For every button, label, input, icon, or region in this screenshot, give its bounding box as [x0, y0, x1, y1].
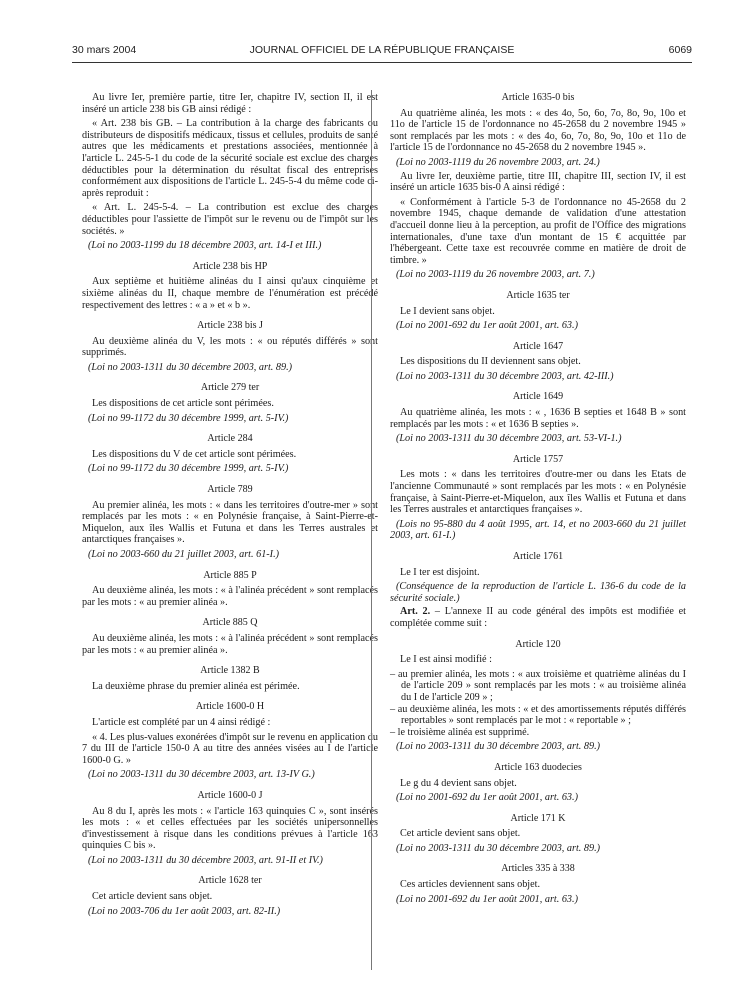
source-citation: (Conséquence de la reproduction de l'article L. 136-6 du code de la sécurité sociale.) [390, 581, 686, 604]
article-heading: Article 1600-0 H [195, 701, 265, 713]
article-heading: Article 171 K [510, 812, 566, 824]
paragraph: Ces articles deviennent sans objet. [400, 879, 541, 891]
paragraph: Au deuxième alinéa, les mots : « à l'alinéa précédent » sont remplacés par les mots : « au premier alinéa ». [82, 632, 378, 656]
source-citation: (Loi no 2003-1311 du 30 décembre 2003, art. 53-VI-1.) [396, 433, 622, 445]
source-citation: (Loi no 2003-1311 du 30 décembre 2003, art. 91-II et IV.) [88, 854, 323, 866]
paragraph: Au 8 du I, après les mots : « l'article 163 quinquies C », sont insérés les mots : « et celles effectuées par les sociétés unipersonnelles d'investissement à risque dans les conditions prévues à l'article 163 quinquies C bis ». [82, 805, 378, 852]
source-citation: (Loi no 2001-692 du 1er août 2001, art. 63.) [396, 893, 578, 905]
paragraph: Cet article devient sans objet. [400, 828, 521, 840]
paragraph: La deuxième phrase du premier alinéa est périmée. [92, 680, 300, 692]
source-citation: (Loi no 2003-1311 du 30 décembre 2003, art. 89.) [396, 842, 601, 854]
art-2-paragraph [390, 606, 686, 629]
paragraph: Les dispositions de cet article sont périmées. [92, 398, 274, 410]
source-citation: (Loi no 2003-1311 du 30 décembre 2003, art. 89.) [396, 741, 601, 753]
article-heading: Article 1600-0 J [197, 789, 263, 801]
paragraph: « Art. L. 245-5-4. – La contribution est exclue des charges déductibles pour l'assiette de l'impôt sur le revenu ou de l'impôt sur les sociétés. » [82, 202, 378, 237]
list-item: – le troisième alinéa est supprimé. [390, 727, 686, 739]
source-citation: (Loi no 99-1172 du 30 décembre 1999, art. 5-IV.) [88, 463, 289, 475]
source-citation: (Loi no 2003-1199 du 18 décembre 2003, art. 14-I et III.) [88, 240, 322, 252]
paragraph: Au quatrième alinéa, les mots : « des 4o, 5o, 6o, 7o, 8o, 9o, 10o et 11o de l'article 15 de l'ordonnance no 45-2658 du 2 novembre 1945 » sont remplacés par les mots : « des 4o, 6o, 7o, 8o, 9o, 10o et 11o de l'article 15 de l'ordonnance no 45-2658 du 2 novembre 1945 ». [390, 107, 686, 154]
paragraph: Les dispositions du II deviennent sans objet. [400, 356, 581, 368]
source-citation: (Loi no 2003-660 du 21 juillet 2003, art. 61-I.) [88, 549, 280, 560]
paragraph: Au quatrième alinéa, les mots : « , 1636 B septies et 1648 B » sont remplacés par les mots : « et 1636 B septies ». [390, 407, 686, 430]
right-column [390, 92, 686, 907]
article-heading: Article 238 bis HP [192, 260, 268, 272]
article-heading: Article 1628 ter [198, 875, 262, 887]
article-heading: Article 1635-0 bis [501, 92, 575, 103]
paragraph: Au deuxième alinéa du V, les mots : « ou réputés différés » sont supprimés. [82, 335, 378, 359]
source-citation: (Loi no 99-1172 du 30 décembre 1999, art. 5-IV.) [88, 412, 289, 424]
paragraph: Aux septième et huitième alinéas du I ainsi qu'aux cinquième et sixième alinéas du II, chaque membre de l'énumération est précédé respectivement des lettres : « a » et « b ». [82, 276, 378, 311]
journal-title: JOURNAL OFFICIEL DE LA RÉPUBLIQUE FRANÇAISE [249, 44, 515, 56]
header-rule [72, 62, 692, 63]
article-heading: Article 279 ter [200, 382, 260, 394]
source-citation: (Lois no 95-880 du 4 août 1995, art. 14, et no 2003-660 du 21 juillet 2003, art. 61-I.) [390, 518, 686, 542]
article-heading: Article 1757 [512, 453, 564, 465]
left-column [82, 92, 378, 919]
art-2-label: Art. 2. [400, 606, 431, 618]
article-heading: Article 1647 [512, 340, 564, 352]
paragraph: Au deuxième alinéa, les mots : « à l'alinéa précédent » sont remplacés par les mots : « au premier alinéa ». [82, 585, 378, 608]
article-heading: Article 163 duodecies [494, 761, 582, 773]
page-number: 6069 [668, 44, 692, 56]
article-heading: Article 238 bis J [197, 320, 263, 332]
amendment-list [390, 669, 686, 739]
paragraph: Au livre Ier, première partie, titre Ier, chapitre IV, section II, il est inséré un article 238 bis GB ainsi rédigé : [82, 92, 378, 115]
source-citation: (Loi no 2001-692 du 1er août 2001, art. 63.) [396, 320, 578, 332]
article-heading: Article 1635 ter [506, 289, 570, 301]
paragraph: « 4. Les plus-values exonérées d'impôt sur le revenu en application du 7 du III de l'article 150-0 A au titre des années visées au I de l'article 1600-0 G. » [82, 731, 378, 766]
article-heading: Articles 335 à 338 [501, 863, 575, 875]
paragraph: Le I devient sans objet. [400, 305, 495, 317]
page-header [72, 40, 692, 62]
paragraph: « Conformément à l'article 5-3 de l'ordonnance no 45-2658 du 2 novembre 1945, chaque demande de validation d'une attestation d'accueil donne lieu à la perception, au profit de l'Office des migrations internationales, d'une taxe d'un montant de 15 € acquittée par l'hébergeant. Cette taxe est recouvrée comme en matière de droit de timbre. » [390, 196, 686, 266]
source-citation: (Loi no 2003-1119 du 26 novembre 2003, art. 7.) [396, 269, 595, 281]
source-citation: (Loi no 2003-1311 du 30 décembre 2003, art. 42-III.) [396, 370, 614, 382]
paragraph: Les dispositions du V de cet article sont périmées. [92, 448, 297, 460]
art-2-text: – L'annexe II au code général des impôts est modifiée et complétée comme suit : [390, 606, 686, 629]
paragraph: Au premier alinéa, les mots : « dans les territoires d'outre-mer » sont remplacés par les mots : « en Polynésie française, à Saint-Pierre-et-Miquelon, aux îles Wallis et Futuna et dans les Terres australes et antarctiques françaises ». [82, 499, 378, 546]
source-citation: (Loi no 2003-1119 du 26 novembre 2003, art. 24.) [396, 156, 600, 168]
paragraph: Les mots : « dans les territoires d'outre-mer ou dans les Etats de l'ancienne Communauté » sont remplacés par les mots : « en Polynésie française, à Saint-Pierre-et-Miquelon, aux îles Wallis et Futuna et dans les Terres australes et antarctiques françaises ». [390, 469, 686, 516]
source-citation: (Loi no 2003-1311 du 30 décembre 2003, art. 13-IV G.) [88, 769, 315, 781]
list-item: – au premier alinéa, les mots : « aux troisième et quatrième alinéas du I de l'article 209 » sont remplacés par les mots : « au troisième alinéa du I de l'article 209 » ; [390, 669, 686, 704]
paragraph: Le I ter est disjoint. [400, 566, 480, 578]
source-citation: (Loi no 2003-706 du 1er août 2003, art. 82-II.) [88, 905, 281, 917]
column-divider [371, 90, 372, 970]
paragraph: Le g du 4 devient sans objet. [400, 777, 517, 789]
article-heading: Article 789 [207, 484, 253, 496]
article-heading: Article 1382 B [200, 665, 260, 677]
article-heading: Article 120 [515, 638, 561, 650]
paragraph: Cet article devient sans objet. [92, 891, 213, 903]
paragraph: « Art. 238 bis GB. – La contribution à la charge des fabricants ou distributeurs de dispositifs médicaux, tissus et cellules, produits de santé autres que les médicaments et prestations associées, mentionnée à l'article L. 245-5-1 du code de la sécurité sociale est exclue des charges déductibles pour la détermination du résultat fiscal des entreprises conformément aux dispositions de l'article L. 245-5-4 du même code ci-après reproduit : [82, 118, 378, 199]
list-item: – au deuxième alinéa, les mots : « et des amortissements réputés différés reportables » sont remplacés par le mot : « reportable » ; [390, 704, 686, 727]
source-citation: (Loi no 2003-1311 du 30 décembre 2003, art. 89.) [88, 361, 293, 373]
article-heading: Article 1761 [512, 551, 564, 562]
header-date: 30 mars 2004 [72, 44, 137, 56]
article-heading: Article 284 [207, 433, 253, 445]
paragraph: L'article est complété par un 4 ainsi rédigé : [92, 716, 271, 728]
article-heading: Article 885 Q [202, 617, 258, 629]
source-citation: (Loi no 2001-692 du 1er août 2001, art. 63.) [396, 792, 578, 804]
paragraph: Au livre Ier, deuxième partie, titre III, chapitre III, section IV, il est inséré un article 1635 bis-0 A ainsi rédigé : [390, 170, 686, 194]
paragraph: Le I est ainsi modifié : [400, 654, 492, 666]
article-heading: Article 1649 [512, 391, 564, 403]
article-heading: Article 885 P [203, 569, 257, 581]
